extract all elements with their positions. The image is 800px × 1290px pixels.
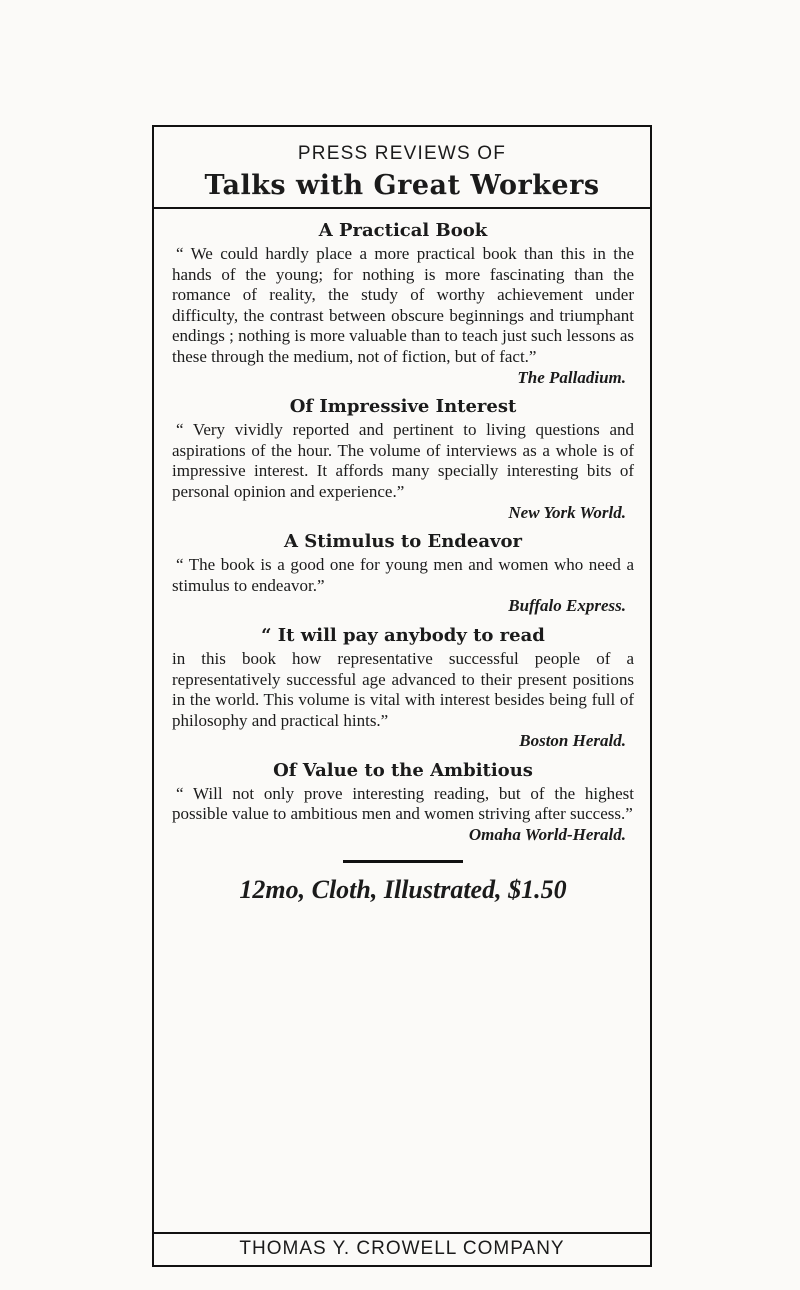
divider-rule (343, 860, 463, 863)
review-quote: “ Very vividly reported and pertinent to living questions and aspirations of the hour. The volume of interviews as a whole is of impressive interest. It affords many specially interesting bits of personal opinion and experience.” (172, 420, 634, 501)
review-heading: Of Value to the Ambitious (273, 759, 533, 781)
review-source: The Palladium. (517, 367, 626, 387)
review-quote: in this book how representative successful people of a representatively successful age advanced to their present positions in the world. This volume is vital with interest besides being full of philosophy and practical hints.” (172, 648, 634, 730)
review-heading: Of Impressive Interest (289, 396, 517, 418)
price-line: 12mo, Cloth, Illustrated, $1.50 (239, 874, 567, 904)
review-boston-herald (172, 625, 634, 752)
review-heading: “ It will pay anybody to read (261, 624, 545, 646)
review-buffalo-express (172, 531, 634, 617)
review-heading: A Stimulus to Endeavor (284, 531, 522, 553)
review-source: Buffalo Express. (508, 596, 626, 616)
review-omaha-world-herald (172, 760, 634, 846)
review-heading: A Practical Book (318, 220, 488, 241)
review-source: New York World. (508, 502, 626, 522)
review-quote: “ The book is a good one for young men and women who need a stimulus to endeavor.” (172, 555, 634, 595)
advertisement-frame (152, 125, 652, 1267)
review-quote: “ We could hardly place a more practical book than this in the hands of the young; for nothing is more fascinating than the romance of reality, the study of worthy achievement under difficulty, the contrast between obscure beginnings and triumphant endings ; nothing is more valuable than to teach just such lessons as these through the medium, not of fiction, but of fact.” (172, 244, 634, 366)
press-reviews-label: PRESS REVIEWS OF (297, 143, 507, 164)
review-new-york-world (172, 396, 634, 523)
review-palladium (172, 220, 634, 388)
book-title: Talks with Great Workers (204, 170, 600, 201)
publisher-footer: THOMAS Y. CROWELL COMPANY (154, 1232, 650, 1265)
review-quote: “ Will not only prove interesting reading, but of the highest possible value to ambitious men and women striving after success.” (172, 783, 634, 824)
header (154, 127, 650, 209)
reviews-section (154, 209, 650, 905)
review-source: Omaha World-Herald. (468, 825, 626, 845)
review-source: Boston Herald. (519, 731, 626, 751)
